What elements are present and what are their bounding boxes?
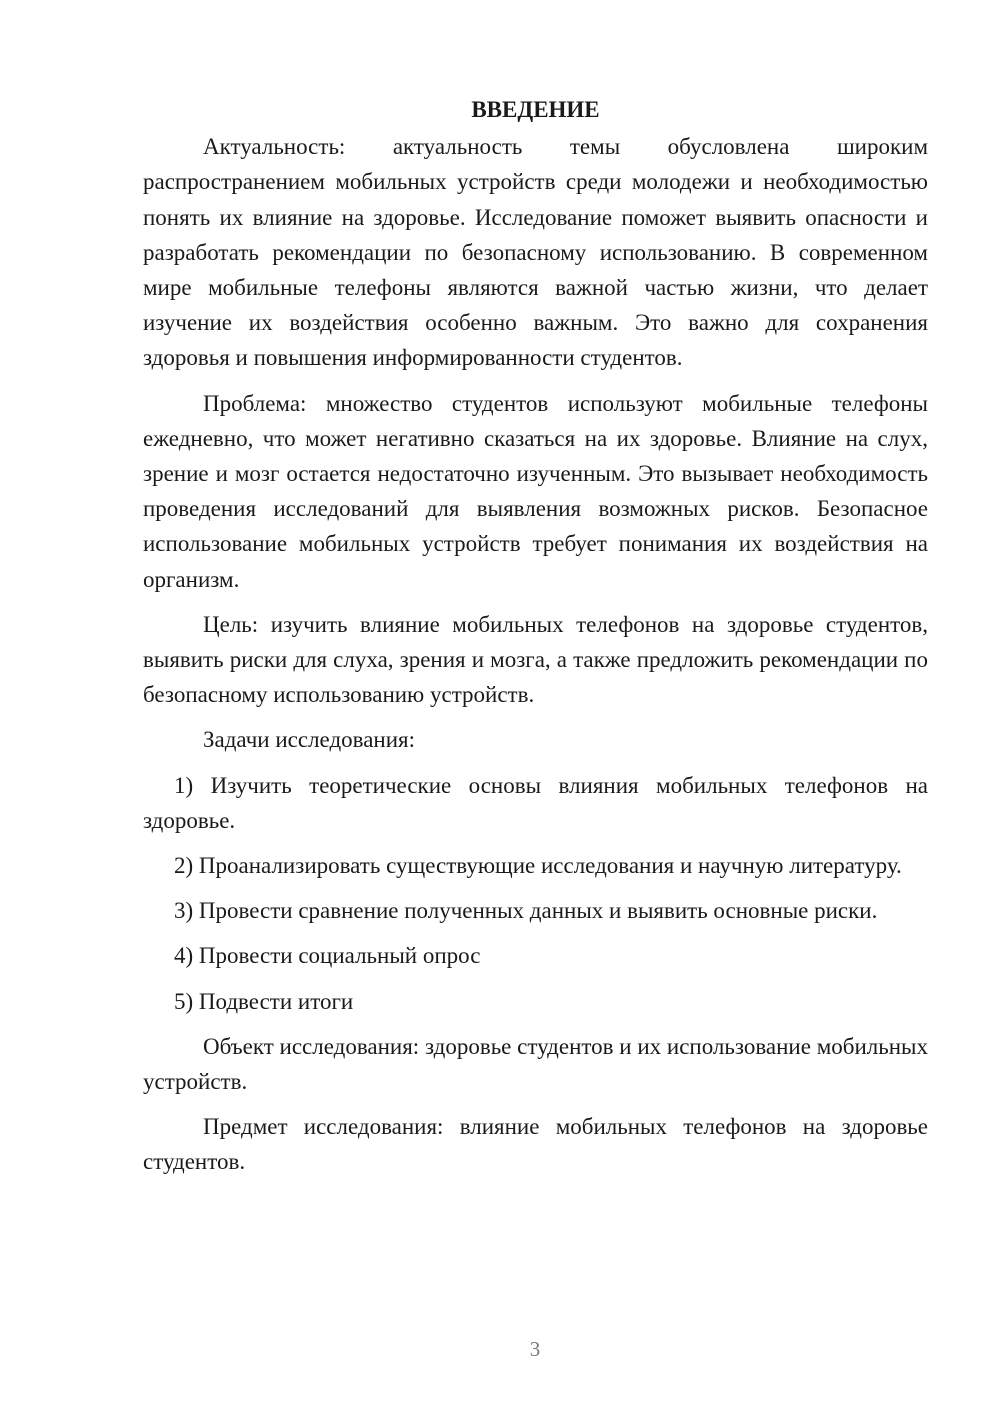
task-item-3: 3) Провести сравнение полученных данных и выявить основные риски. [174, 898, 878, 924]
task-item-4: 4) Провести социальный опрос [174, 943, 481, 969]
task-item-1: 1) Изучить теоретические основы влияния мобильных телефонов на здоровье. [143, 772, 928, 833]
paragraph-relevance: Актуальность: актуальность темы обусловлена широким распространением мобильных устройств среди молодежи и необходимостью понять их влияние на здоровье. Исследование поможет выявить опасности и разработать рекомендации по безопасному использованию. В современном мире мобильные телефоны являются важной частью жизни, что делает изучение их воздействия особенно важным. Это важно для сохранения здоровья и повышения информированности студентов. [143, 134, 928, 371]
paragraph-problem: Проблема: множество студентов используют мобильные телефоны ежедневно, что может негативно сказаться на их здоровье. Влияние на слух, зрение и мозг остается недостаточно изученным. Это вызывает необходимость проведения исследований для выявления возможных рисков. Безопасное использование мобильных устройств требует понимания их воздействия на организм. [143, 390, 928, 592]
paragraph-goal: Цель: изучить влияние мобильных телефонов на здоровье студентов, выявить риски для слуха, зрения и мозга, а также предложить рекомендации по безопасному использованию устройств. [143, 611, 928, 708]
page-number: 3 [529, 1337, 541, 1361]
task-item-2: 2) Проанализировать существующие исследования и научную литературу. [174, 853, 902, 879]
paragraph-subject: Предмет исследования: влияние мобильных телефонов на здоровье студентов. [143, 1114, 928, 1175]
paragraph-object: Объект исследования: здоровье студентов и их использование мобильных устройств. [143, 1033, 928, 1095]
document-body [143, 92, 928, 1190]
task-item-5: 5) Подвести итоги [174, 988, 354, 1014]
section-heading: ВВЕДЕНИЕ [471, 97, 600, 122]
tasks-heading: Задачи исследования: [203, 727, 416, 753]
